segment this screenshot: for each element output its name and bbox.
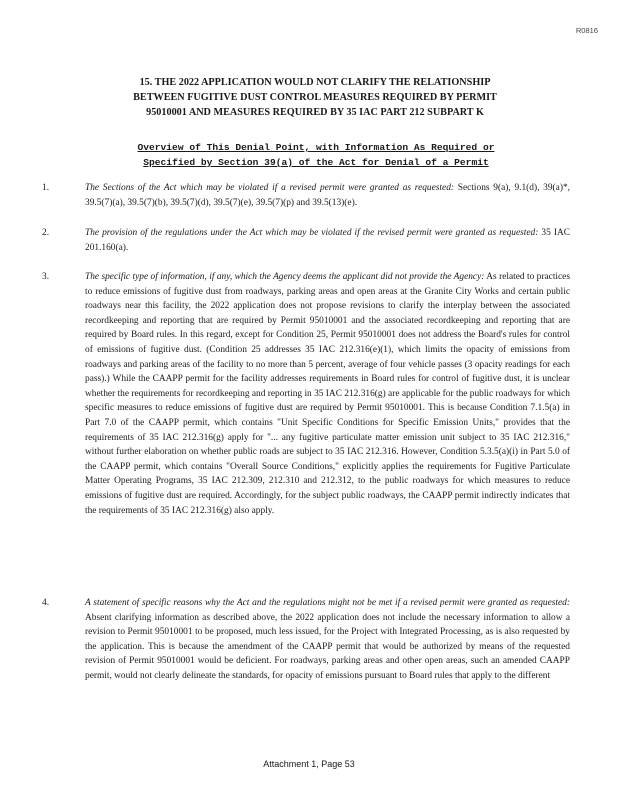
section-title	[70, 75, 560, 120]
item-number: 1.	[42, 183, 50, 193]
title-line: 15. THE 2022 APPLICATION WOULD NOT CLARIFY THE RELATIONSHIP	[139, 77, 491, 88]
item-text: Absent clarifying information as described above, the 2022 application does not include the necessary information to allow a revision to Permit 95010001 to be proposed, much less issued, for the Project with Integrated Processing, as is also requested by the application. This is because the amendment of the CAAPP permit that would be authorized by means of the requested revision of Permit 95010001 would be deficient. For roadways, parking areas and other open areas, such an amended CAAPP permit, would not clearly delineate the standards, for opacity of emissions pursuant to Board rules that apply to the different	[85, 612, 570, 681]
item-heading: The Sections of the Act which may be violated if a revised permit were granted as requested:	[85, 183, 455, 193]
item-number: 4.	[42, 598, 50, 608]
list-item	[42, 270, 570, 518]
list-item	[42, 226, 570, 255]
title-line: 95010001 AND MEASURES REQUIRED BY 35 IAC PART 212 SUBPART K	[146, 107, 484, 118]
page-footer: Attachment 1, Page 53	[263, 759, 355, 769]
item-text: Sections 9(a), 9.1(d), 39(a)*, 39.5(7)(a), 39.5(7)(b), 39.5(7)(d), 39.5(7)(e), 39.5(7)(p) and 39.5(13)(e).	[85, 183, 570, 208]
item-number: 2.	[42, 228, 50, 238]
item-heading: A statement of specific reasons why the Act and the regulations might not be met if a revised permit were granted as requested:	[85, 598, 570, 608]
list-item	[42, 596, 570, 684]
subtitle-line: Specified by Section 39(a) of the Act for Denial of a Permit	[143, 157, 489, 168]
item-heading: The specific type of information, if any, which the Agency deems the applicant did not provide the Agency:	[85, 272, 485, 282]
title-line: BETWEEN FUGITIVE DUST CONTROL MEASURES REQUIRED BY PERMIT	[133, 92, 497, 103]
subtitle-line: Overview of This Denial Point, with Information As Required or	[137, 142, 495, 153]
item-heading: The provision of the regulations under the Act which may be violated if the revised permit were granted as requested:	[85, 228, 539, 238]
list-item	[42, 181, 570, 210]
item-text: 35 IAC 201.160(a).	[85, 228, 570, 253]
item-number: 3.	[42, 272, 50, 282]
section-subtitle	[66, 140, 566, 170]
document-id: R0816	[575, 26, 598, 35]
item-text: As related to practices to reduce emissions of fugitive dust from roadways, parking areas and open areas at the Granite City Works and certain public roadways near this facility, the 2022 application does not propose revisions to clarify the interplay between the associated recordkeeping and reporting that are required by Permit 95010001 and the associated recordkeeping and reporting that are required by Board rules. In this regard, except for Condition 25, Permit 95010001 does not address the Board's rules for control of emissions of fugitive dust. (Condition 25 addresses 35 IAC 212.316(e)(1), which limits the opacity of emissions from roadways and parking areas of the facility to no more than 5 percent, average of four vehicle passes (3 opacity readings for each pass).) While the CAAPP permit for the facility addresses requirements in Board rules for control of fugitive dust, it is unclear whether the requirements for recordkeeping and reporting in 35 IAC 212.316(g) are applicable for the public roadways for which specific measures to reduce emissions of fugitive dust are required by Permit 95010001. This is because Condition 7.1.5(a) in Part 7.0 of the CAAPP permit, which contains "Unit Specific Conditions for Specific Emission Units," provides that the requirements of 35 IAC 212.316(g) apply for "... any fugitive particulate matter emission unit subject to 35 IAC 212.316," without further elaboration on whether public roads are subject to 35 IAC 212.316. However, Condition 5.3.5(a)(i) in Part 5.0 of the CAAPP permit, which contains "Overall Source Conditions," explicitly applies the requirements for Fugitive Particulate Matter Operating Programs, 35 IAC 212.309, 212.310 and 212.312, to the public roadways for which measures to reduce emissions of fugitive dust are required. Accordingly, for the subject public roadways, the CAAPP permit indirectly indicates that the requirements of 35 IAC 212.316(g) also apply.	[85, 272, 570, 516]
